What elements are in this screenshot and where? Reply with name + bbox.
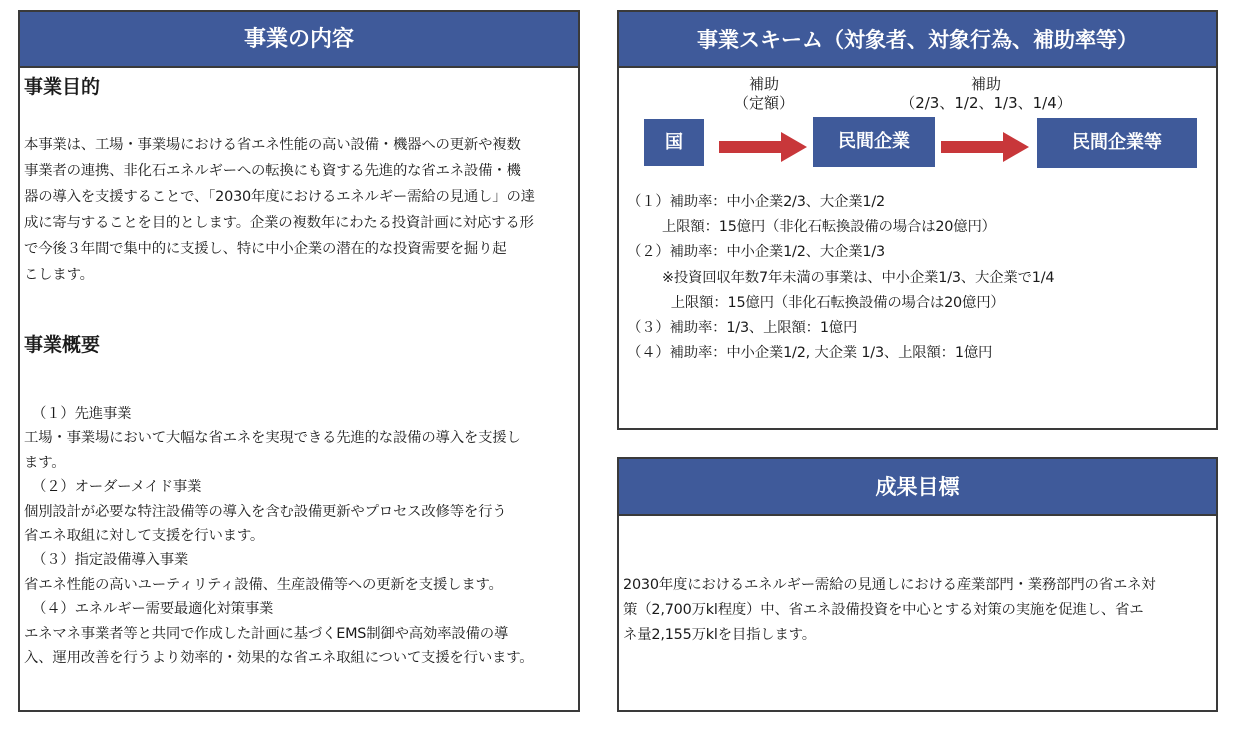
business-content-panel: [18, 10, 580, 712]
overview-item-head: （４）エネルギー需要最適化対策事業: [32, 601, 274, 618]
purpose-title: 事業目的: [24, 76, 101, 98]
overview-item-head: （３）指定設備導入事業: [32, 552, 189, 569]
overview-item-line: 省エネ性能の高いユーティリティ設備、生産設備等への更新を支援します。: [24, 576, 503, 593]
overview-list: [24, 402, 572, 670]
purpose-line: こします。: [24, 267, 94, 283]
scheme-line: 上限額：15億円（非化石転換設備の場合は20億円）: [627, 294, 1005, 311]
purpose-line: 器の導入を支援することで、「2030年度におけるエネルギー需給の見通し」の達: [24, 189, 535, 205]
scheme-line: ※投資回収年数7年未満の事業は、中小企業1/3、大企業で1/4: [627, 269, 1055, 286]
goal-line: 2030年度におけるエネルギー需給の見通しにおける産業部門・業務部門の省エネ対: [623, 577, 1156, 593]
purpose-line: で今後３年間で集中的に支援し、特に中小企業の潜在的な投資需要を掘り起: [24, 241, 507, 257]
flow-label-line: （定額）: [733, 94, 794, 112]
goal-line: ネ量2,155万klを目指します。: [623, 627, 816, 643]
overview-item-line: エネマネ事業者等と共同で作成した計画に基づくEMS制御や高効率設備の導: [24, 625, 509, 642]
flow-label-subsidy-rates: [881, 75, 1091, 113]
flow-label-line: 補助: [748, 75, 779, 93]
scheme-header: 事業スキーム（対象者、対象行為、補助率等）: [619, 12, 1216, 68]
scheme-panel: [617, 10, 1218, 430]
flow-box-private-company: 民間企業: [813, 117, 935, 167]
business-content-body: [20, 68, 578, 670]
scheme-line: （１）補助率：中小企業2/3、大企業1/2: [627, 194, 885, 210]
goal-panel: [617, 457, 1218, 712]
overview-item-line: 工場・事業場において大幅な省エネを実現できる先進的な設備の導入を支援し: [24, 430, 521, 447]
purpose-line: 事業者の連携、非化石エネルギーへの転換にも資する先進的な省エネ設備・機: [24, 163, 521, 179]
overview-item-line: 入、運用改善を行うより効率的・効果的な省エネ取組について支援を行います。: [24, 650, 534, 667]
business-content-header: 事業の内容: [20, 12, 578, 68]
scheme-line: （２）補助率：中小企業1/2、大企業1/3: [627, 244, 885, 261]
overview-title: 事業概要: [24, 334, 101, 356]
scheme-line: （４）補助率：中小企業1/2, 大企業 1/3、上限額：1億円: [627, 345, 993, 362]
flow-arrow-2: [941, 132, 1029, 162]
scheme-line: 上限額：15億円（非化石転換設備の場合は20億円）: [627, 219, 996, 236]
purpose-line: 成に寄与することを目的とします。企業の複数年にわたる投資計画に対応する形: [24, 215, 534, 231]
goal-text: [623, 573, 1213, 648]
overview-item-head: （２）オーダーメイド事業: [32, 479, 202, 496]
goal-header: 成果目標: [619, 459, 1216, 516]
goal-line: 策（2,700万kl程度）中、省エネ設備投資を中心とする対策の実施を促進し、省エ: [623, 602, 1144, 618]
flow-label-line: （2/3、1/2、1/3、1/4）: [900, 94, 1072, 112]
purpose-line: 本事業は、工場・事業場における省エネ性能の高い設備・機器への更新や複数: [24, 137, 521, 153]
flow-arrow-1: [719, 132, 807, 162]
flow-box-government: 国: [644, 119, 704, 166]
overview-item-line: ます。: [24, 454, 66, 471]
flow-box-private-companies-etc: 民間企業等: [1037, 118, 1197, 168]
flow-label-subsidy-fixed: [709, 75, 819, 113]
purpose-text: [24, 132, 572, 288]
scheme-line: （３）補助率：1/3、上限額：1億円: [627, 320, 858, 337]
overview-item-line: 省エネ取組に対して支援を行います。: [24, 528, 265, 545]
flow-label-line: 補助: [970, 75, 1001, 93]
overview-item-head: （１）先進事業: [32, 406, 132, 422]
scheme-details: [627, 190, 1054, 366]
overview-item-line: 個別設計が必要な特注設備等の導入を含む設備更新やプロセス改修等を行う: [24, 503, 507, 520]
